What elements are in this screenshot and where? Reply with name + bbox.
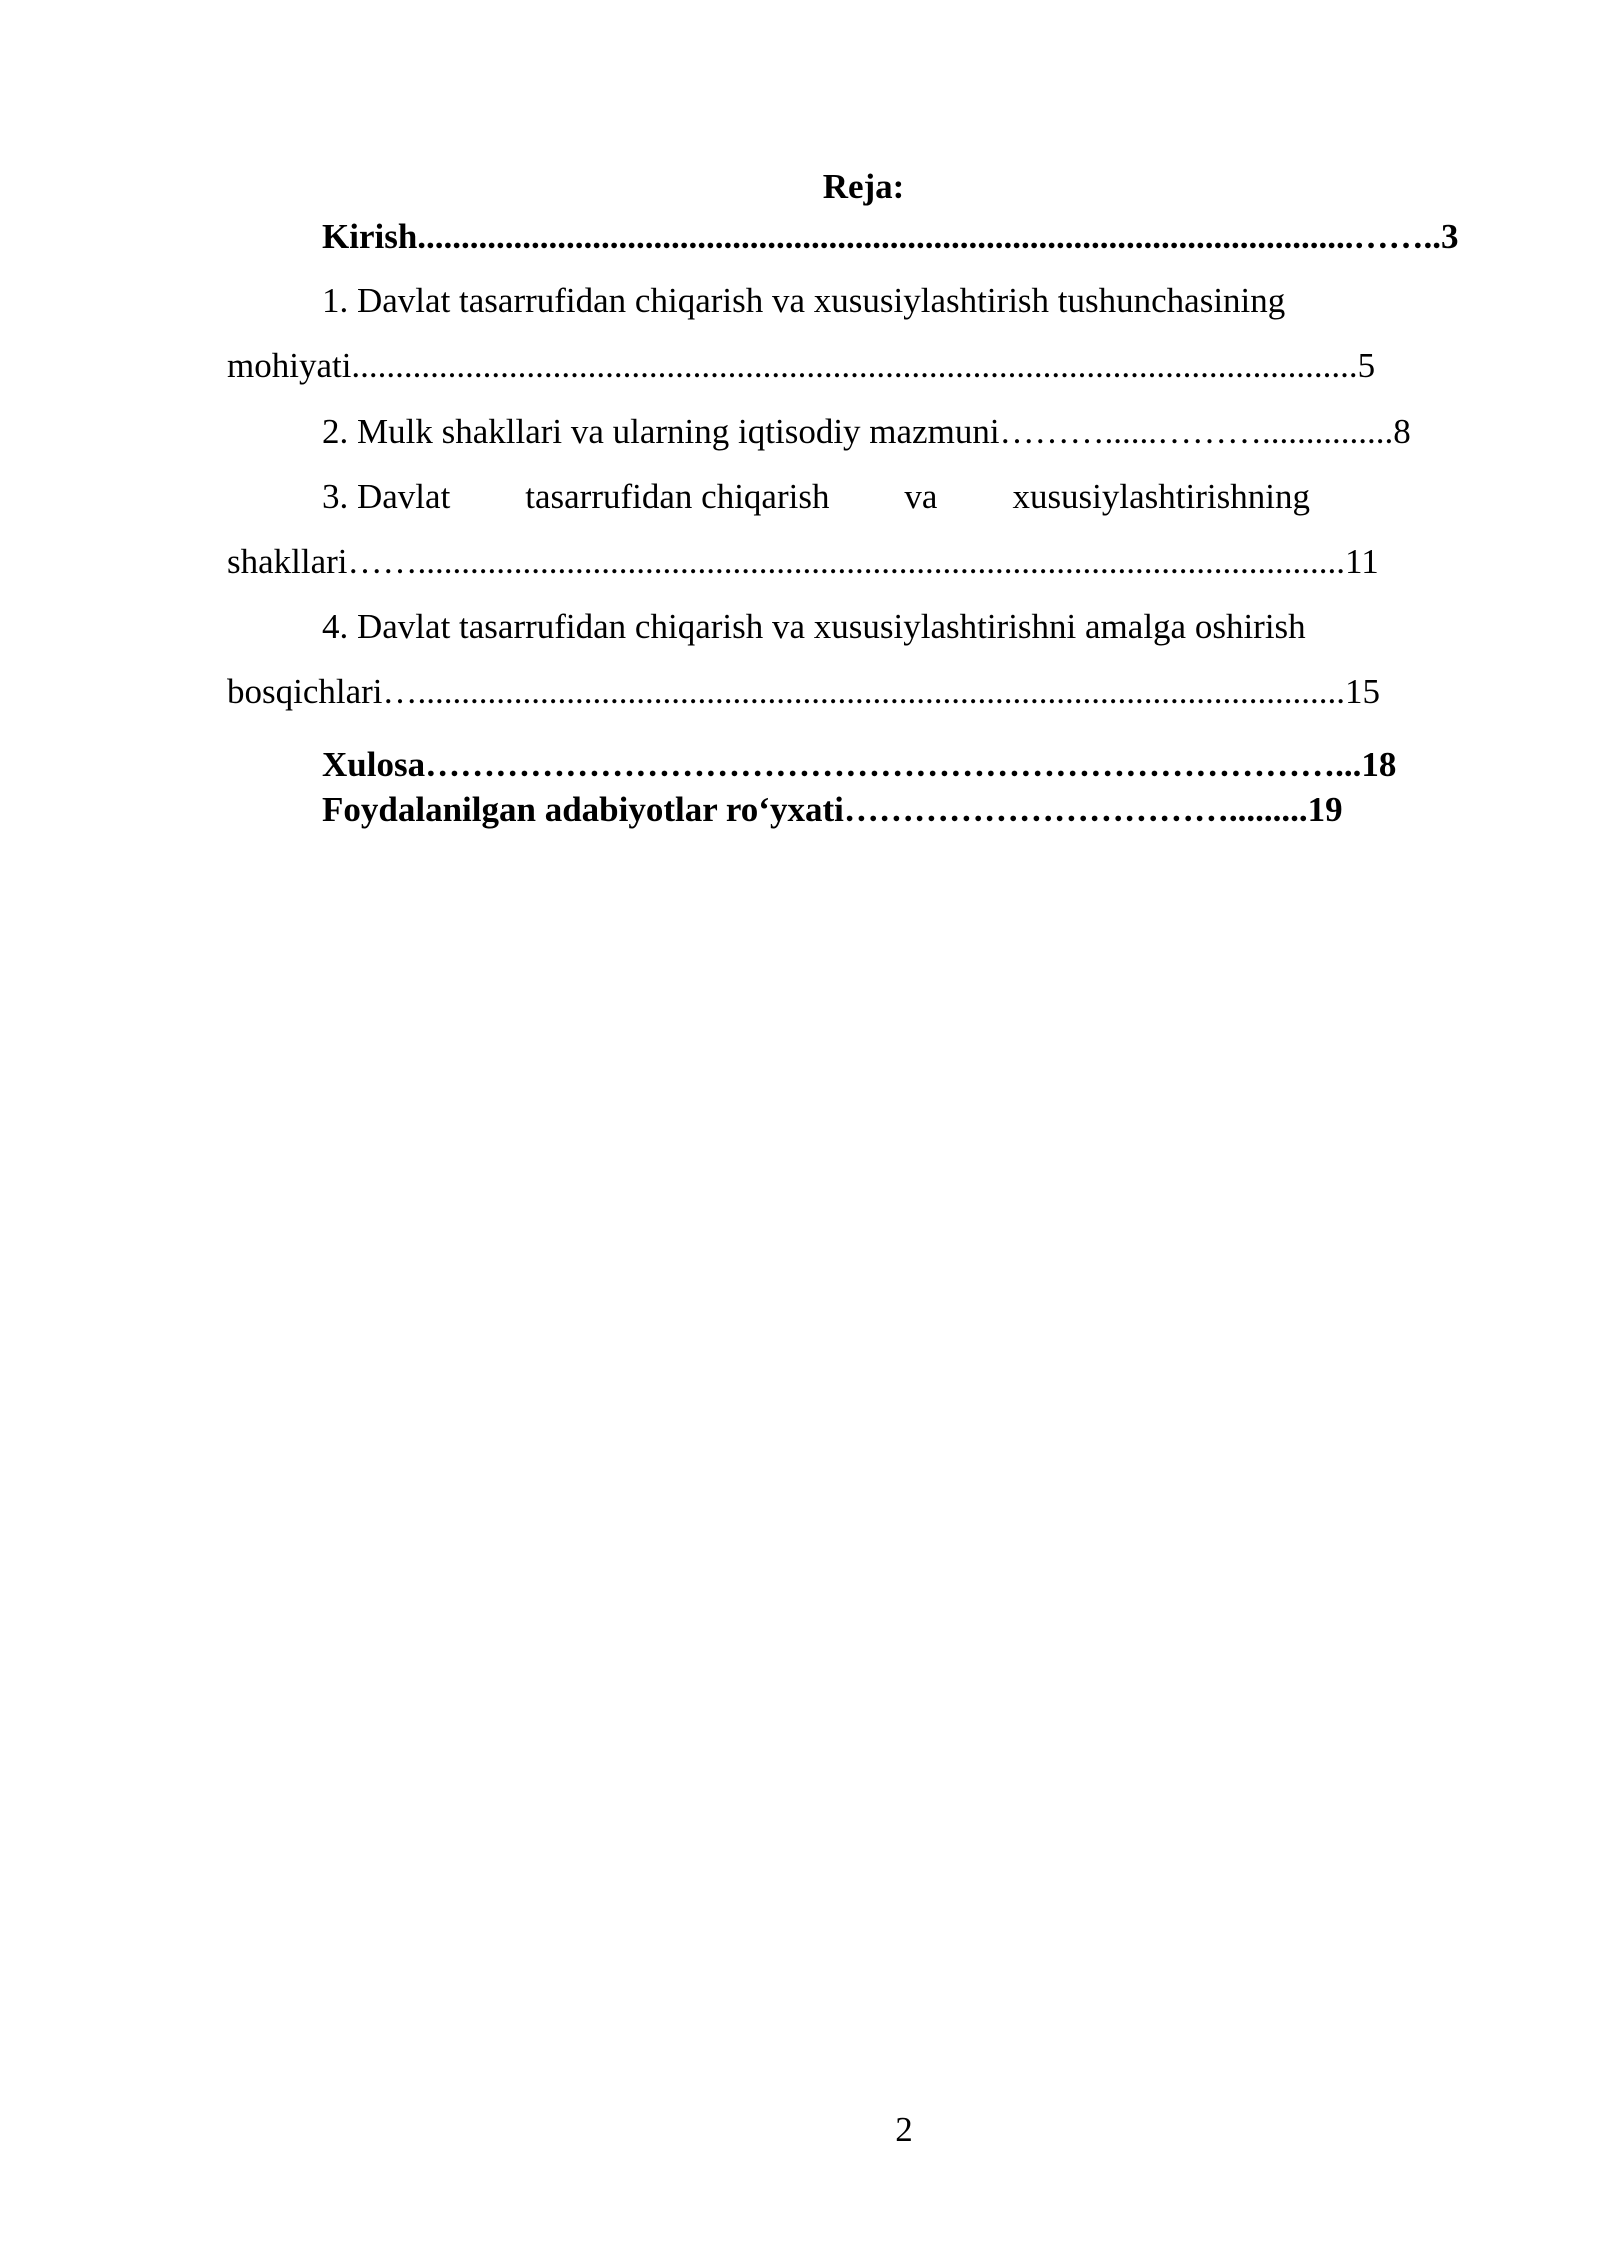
page-title: Reja: bbox=[822, 167, 905, 206]
toc-entry-xulosa: Xulosa……………………………………………………………………...18 bbox=[322, 745, 1397, 784]
toc-entry-3-word: va bbox=[904, 477, 938, 516]
toc-entry-adabiyotlar: Foydalanilgan adabiyotlar ro‘yxati…………………………….........19 bbox=[322, 790, 1343, 829]
toc-entry-4-line-1: 4. Davlat tasarrufidan chiqarish va xususiylashtirishni amalga oshirish bbox=[322, 607, 1306, 646]
page-number: 2 bbox=[895, 2110, 913, 2149]
toc-entry-4-line-2: bosqichlari…..........................................................................................................15 bbox=[227, 672, 1381, 711]
toc-entry-kirish: Kirish...........................................................................................................……..3 bbox=[322, 217, 1459, 256]
toc-entry-3-word: tasarrufidan chiqarish bbox=[525, 477, 830, 516]
toc-entry-1-line-2: mohiyati...................................................................................................................5 bbox=[227, 346, 1376, 385]
toc-entry-3-line-1 bbox=[322, 477, 1310, 517]
toc-entry-2: 2. Mulk shakllari va ularning iqtisodiy mazmuni………......………...............8 bbox=[322, 412, 1411, 451]
toc-entry-3-word: 3. Davlat bbox=[322, 477, 451, 516]
toc-entry-3-line-2: shakllari……..........................................................................................................11 bbox=[227, 542, 1379, 581]
toc-entry-1-line-1: 1. Davlat tasarrufidan chiqarish va xususiylashtirish tushunchasining bbox=[322, 281, 1286, 320]
toc-entry-3-word: xususiylashtirishning bbox=[1012, 477, 1310, 516]
